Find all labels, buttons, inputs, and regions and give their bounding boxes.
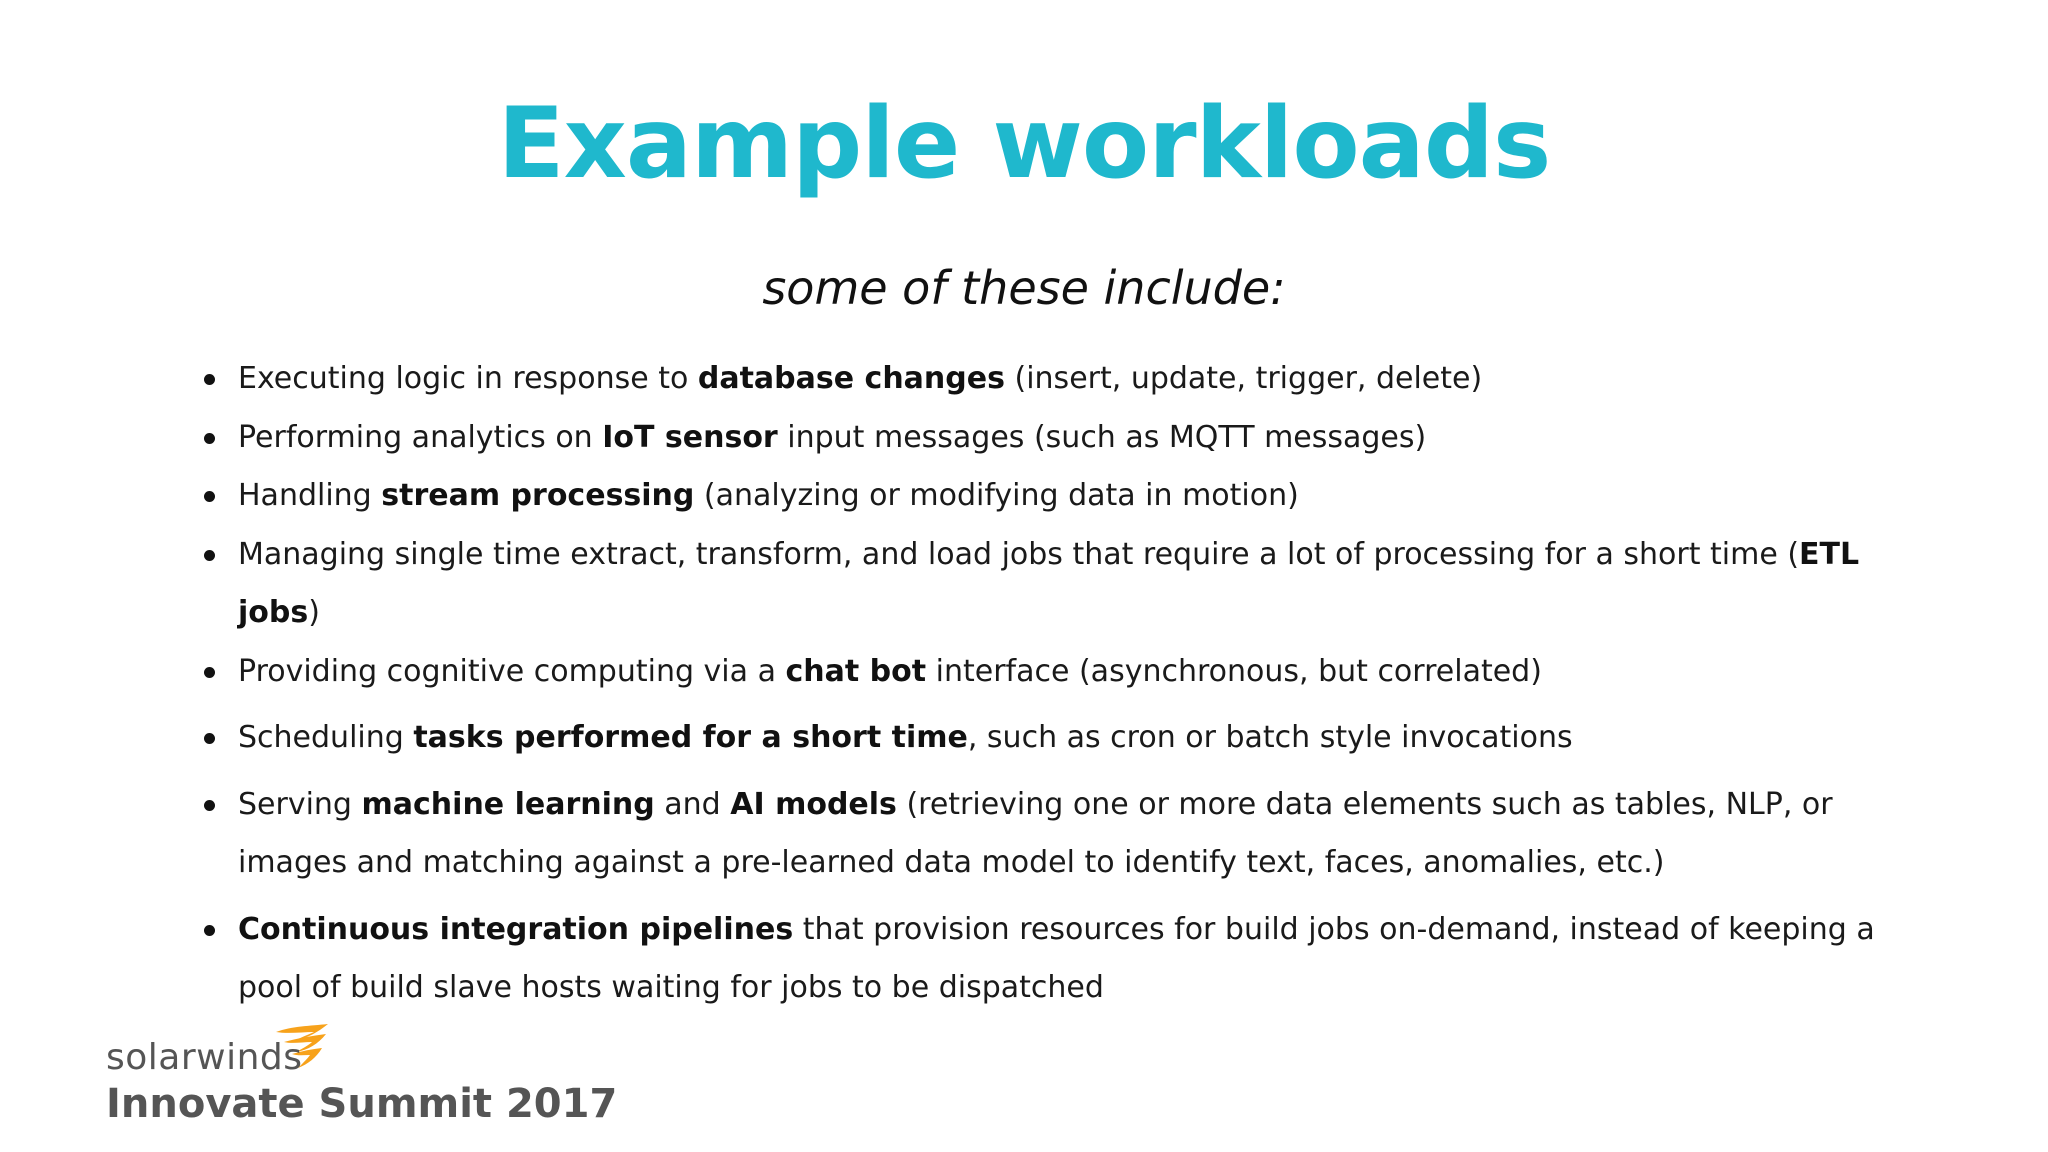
- bullet-highlight: Continuous integration pipelines: [238, 911, 794, 947]
- bullet-text: interface (asynchronous, but correlated): [926, 653, 1542, 689]
- list-item: [204, 776, 1884, 893]
- bullet-text: Managing single time extract, transform, and load jobs that require a lot of processing for a short time (: [238, 536, 1800, 572]
- bullet-icon: [204, 433, 215, 444]
- bullet-icon: [204, 667, 215, 678]
- bullet-highlight: stream processing: [381, 478, 695, 513]
- bullet-text: (analyzing or modifying data in motion): [694, 478, 1299, 513]
- bullet-text: Handling: [238, 478, 382, 513]
- slide-subtitle: some of these include:: [762, 261, 1286, 315]
- list-item: [204, 409, 1884, 468]
- bullet-text: Executing logic in response to: [238, 361, 698, 396]
- bullet-text: Performing analytics on: [238, 419, 603, 455]
- bullet-icon: [204, 925, 215, 936]
- bullet-icon: [204, 550, 215, 561]
- solarwinds-logo: [106, 1024, 626, 1134]
- bullet-icon: [204, 800, 215, 811]
- bullet-highlight: database changes: [697, 361, 1005, 396]
- bullet-highlight: machine learning: [361, 786, 655, 822]
- slide-title: Example workloads: [497, 87, 1551, 201]
- bullet-text: ): [308, 595, 320, 630]
- bullet-icon: [204, 374, 215, 385]
- bullet-icon: [204, 491, 215, 502]
- bullet-icon: [204, 733, 215, 744]
- bullet-text: that provision resources for build jobs on-demand, instead of keeping a pool of build slave hosts waiting for jobs to be dispatched: [238, 911, 1875, 1005]
- bullet-text: Providing cognitive computing via a: [238, 653, 786, 689]
- bullet-highlight: AI models: [730, 786, 897, 822]
- bullet-highlight: tasks performed for a short time: [413, 720, 968, 755]
- workload-list: [204, 350, 1884, 1018]
- bullet-text: Scheduling: [238, 720, 414, 755]
- bullet-highlight: chat bot: [785, 653, 927, 689]
- bullet-highlight: IoT sensor: [602, 419, 778, 455]
- bullet-text: input messages (such as MQTT messages): [777, 419, 1427, 455]
- bullet-text: (retrieving one or more data elements such as tables, NLP, or images and matching against a pre-learned data model to identify text, faces, anomalies, etc.): [238, 786, 1833, 880]
- bullet-text: and: [654, 786, 731, 822]
- logo-brand-text: solarwinds: [106, 1037, 303, 1078]
- list-item: [204, 709, 1884, 768]
- list-item: [204, 526, 1884, 643]
- list-item: [204, 350, 1884, 409]
- list-item: [204, 467, 1884, 526]
- bullet-text: (insert, update, trigger, delete): [1004, 361, 1483, 396]
- list-item: [204, 643, 1884, 702]
- bullet-highlight: ETL jobs: [238, 536, 1860, 630]
- bullet-text: , such as cron or batch style invocations: [967, 720, 1573, 755]
- list-item: [204, 901, 1884, 1018]
- logo-event-text: Innovate Summit 2017: [106, 1081, 618, 1127]
- bullet-text: Serving: [238, 786, 362, 822]
